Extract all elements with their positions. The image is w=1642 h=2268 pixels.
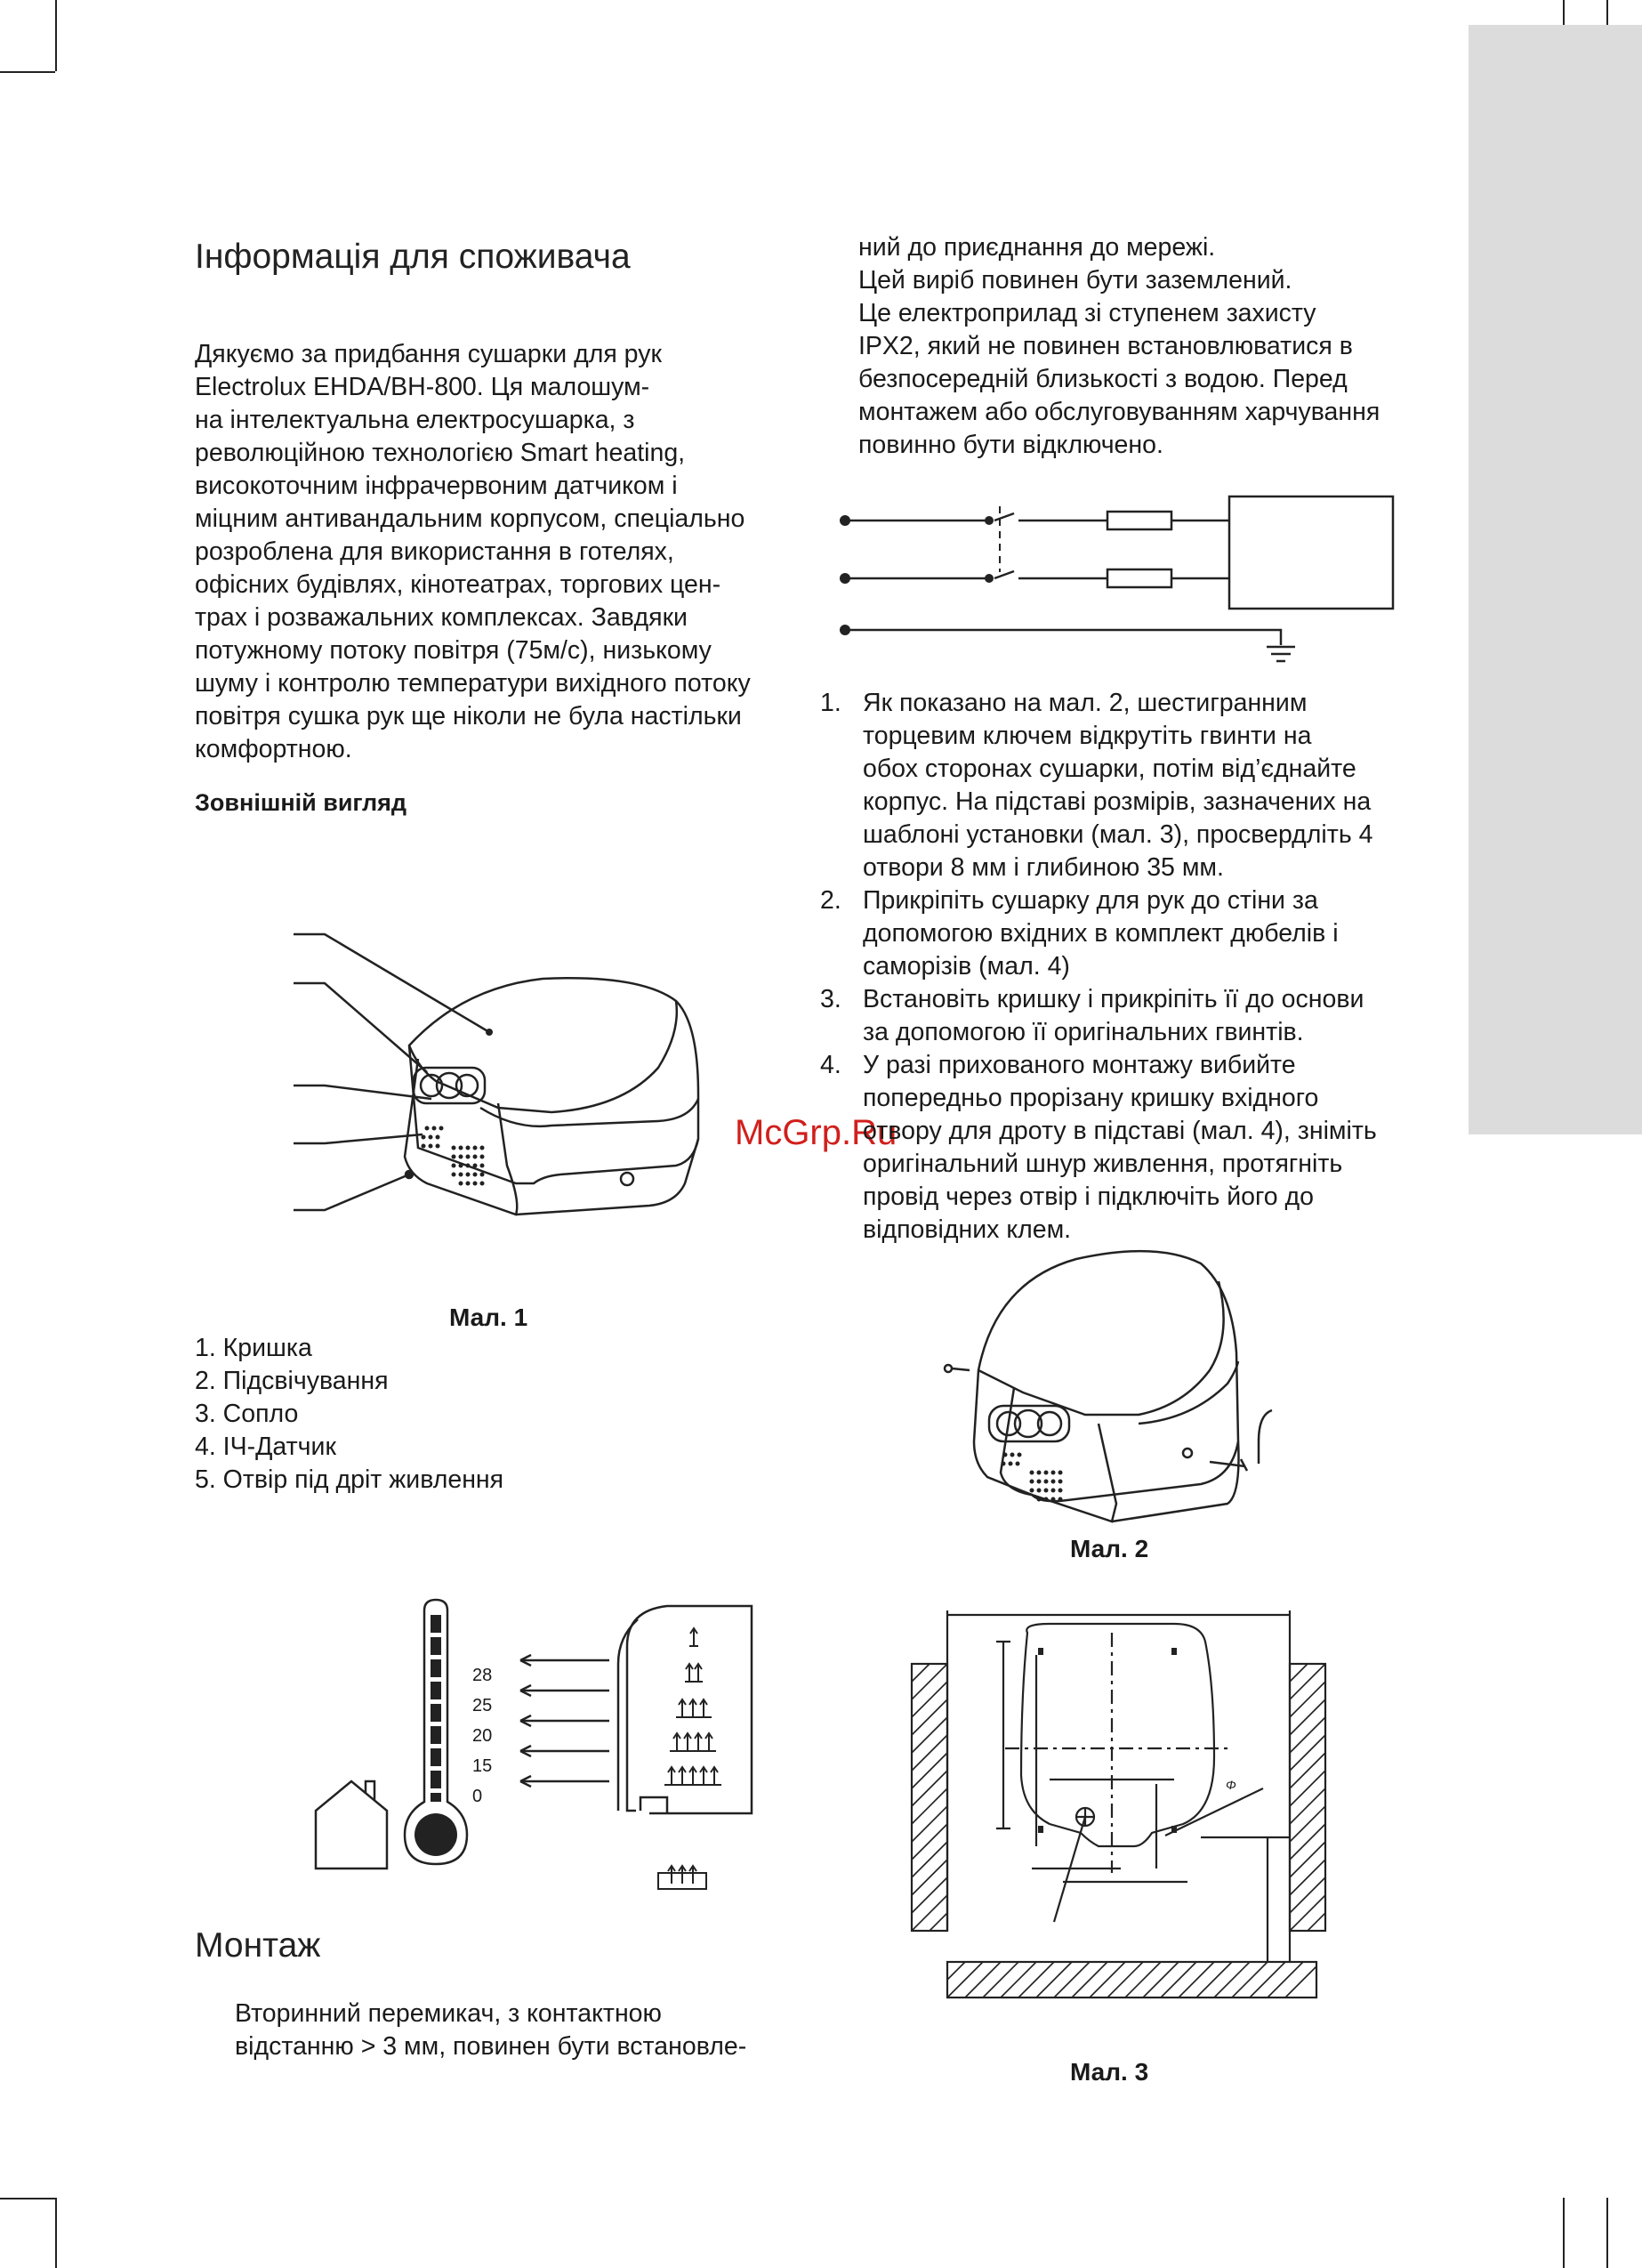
text-line: Electrolux EHDA/BH-800. Ця малошум-	[195, 373, 650, 401]
text-line: шуму і контролю температури вихідного потоку	[195, 669, 751, 698]
mounting-continued	[858, 231, 1380, 462]
side-tab	[1469, 25, 1642, 1134]
appearance-heading: Зовнішній вигляд	[195, 789, 407, 816]
text-line: міцним антивандальним корпусом, спеціально	[195, 504, 745, 533]
text-line: провід через отвір і підключіть його до	[863, 1182, 1315, 1211]
text-line: відповідних клем.	[863, 1215, 1072, 1244]
parts-list	[195, 1332, 503, 1497]
crop-mark	[1563, 2198, 1565, 2268]
text-line: Встановіть кришку і прикріпіть її до основи	[863, 985, 1364, 1013]
text-line: на інтелектуальна електросушарка, з	[195, 406, 635, 434]
dryer-screw-figure	[925, 1237, 1299, 1548]
crop-mark	[0, 2198, 55, 2199]
text-line: Дякуємо за придбання сушарки для рук	[195, 340, 662, 368]
text-line: Вторинний перемикач, з контактною	[235, 1999, 662, 2028]
step-number: 3.	[820, 985, 841, 1013]
crop-mark	[55, 0, 57, 71]
watermark: McGrp.Ru	[735, 1113, 897, 1152]
temperature-control-figure	[316, 1593, 761, 1895]
figure2-caption: Мал. 2	[1070, 1535, 1149, 1562]
text-line: оригінальний шнур живлення, протягніть	[863, 1150, 1343, 1178]
text-line: попередньо прорізану кришку вхідного	[863, 1084, 1319, 1112]
consumer-info-title: Інформація для споживача	[195, 238, 631, 276]
step-number: 2.	[820, 886, 841, 915]
list-item	[820, 983, 1425, 1049]
crop-mark	[0, 71, 55, 73]
thermo-label: 25	[472, 1696, 493, 1715]
thermo-label: 0	[472, 1787, 483, 1806]
text-line: У разі прихованого монтажу вибийте	[863, 1051, 1296, 1079]
text-line: саморізів (мал. 4)	[863, 952, 1070, 981]
text-line: ний до приєднання до мережі.	[858, 233, 1216, 262]
text-line: Як показано на мал. 2, шестигранним	[863, 689, 1308, 717]
list-item	[820, 687, 1425, 884]
list-item	[820, 1049, 1425, 1247]
list-item	[820, 884, 1425, 983]
text-line: повинно бути відключено.	[858, 431, 1163, 459]
thermo-label: 20	[472, 1726, 493, 1746]
list-item: 5. Отвір під дріт живлення	[195, 1465, 504, 1494]
text-line: потужному потоку повітря (75м/с), низькому	[195, 636, 712, 665]
list-item: 4. ІЧ-Датчик	[195, 1433, 336, 1461]
mounting-steps	[820, 687, 1425, 1247]
mounting-title: Монтаж	[195, 1926, 321, 1965]
text-line: безпосередній близькості з водою. Перед	[858, 365, 1348, 393]
text-line: повітря сушка рук ще ніколи не була настільки	[195, 702, 742, 730]
crop-mark	[1606, 2198, 1608, 2268]
wiring-diagram	[836, 494, 1405, 672]
hand-dryer-figure	[285, 916, 729, 1255]
text-line: торцевим ключем відкрутіть гвинти на	[863, 722, 1312, 750]
text-line: Цей виріб повинен бути заземлений.	[858, 266, 1292, 295]
diameter-label: Φ	[1226, 1778, 1236, 1792]
text-line: корпус. На підставі розмірів, зазначених на	[863, 787, 1372, 816]
text-line: трах і розважальних комплексах. Завдяки	[195, 603, 688, 632]
text-line: отвори 8 мм і глибиною 35 мм.	[863, 853, 1224, 882]
text-line: Це електроприлад зі ступенем захисту	[858, 299, 1316, 327]
figure3-caption: Мал. 3	[1070, 2058, 1149, 2086]
thermo-label: 15	[472, 1756, 493, 1776]
text-line: IPX2, який не повинен встановлюватися в	[858, 332, 1353, 360]
mounting-intro	[235, 1998, 746, 2063]
text-line: розроблена для використання в готелях,	[195, 537, 674, 566]
step-number: 1.	[820, 689, 841, 717]
text-line: отвору для дроту в підставі (мал. 4), зніміть	[863, 1117, 1377, 1145]
text-line: монтажем або обслуговуванням харчування	[858, 398, 1380, 426]
installation-template-figure	[907, 1606, 1334, 2015]
text-line: високоточним інфрачервоним датчиком і	[195, 472, 678, 500]
crop-mark	[55, 2198, 57, 2268]
text-line: обох сторонах сушарки, потім від’єднайте	[863, 755, 1356, 783]
figure1-caption: Мал. 1	[449, 1303, 528, 1331]
text-line: Прикріпіть сушарку для рук до стіни за	[863, 886, 1318, 915]
consumer-info-text	[195, 338, 817, 766]
text-line: офісних будівлях, кінотеатрах, торгових цен-	[195, 570, 721, 599]
list-item: 3. Сопло	[195, 1400, 299, 1428]
text-line: допомогою вхідних в комплект дюбелів і	[863, 919, 1339, 948]
text-line: шаблоні установки (мал. 3), просвердліть 4	[863, 820, 1373, 849]
thermo-label: 28	[472, 1666, 493, 1685]
step-number: 4.	[820, 1051, 841, 1079]
text-line: революційною технологією Smart heating,	[195, 439, 686, 467]
text-line: відстанню > 3 мм, повинен бути встановле-	[235, 2032, 747, 2061]
list-item: 1. Кришка	[195, 1334, 312, 1362]
list-item: 2. Підсвічування	[195, 1367, 389, 1395]
text-line: за допомогою її оригінальних гвинтів.	[863, 1018, 1304, 1046]
text-line: комфортною.	[195, 735, 352, 763]
